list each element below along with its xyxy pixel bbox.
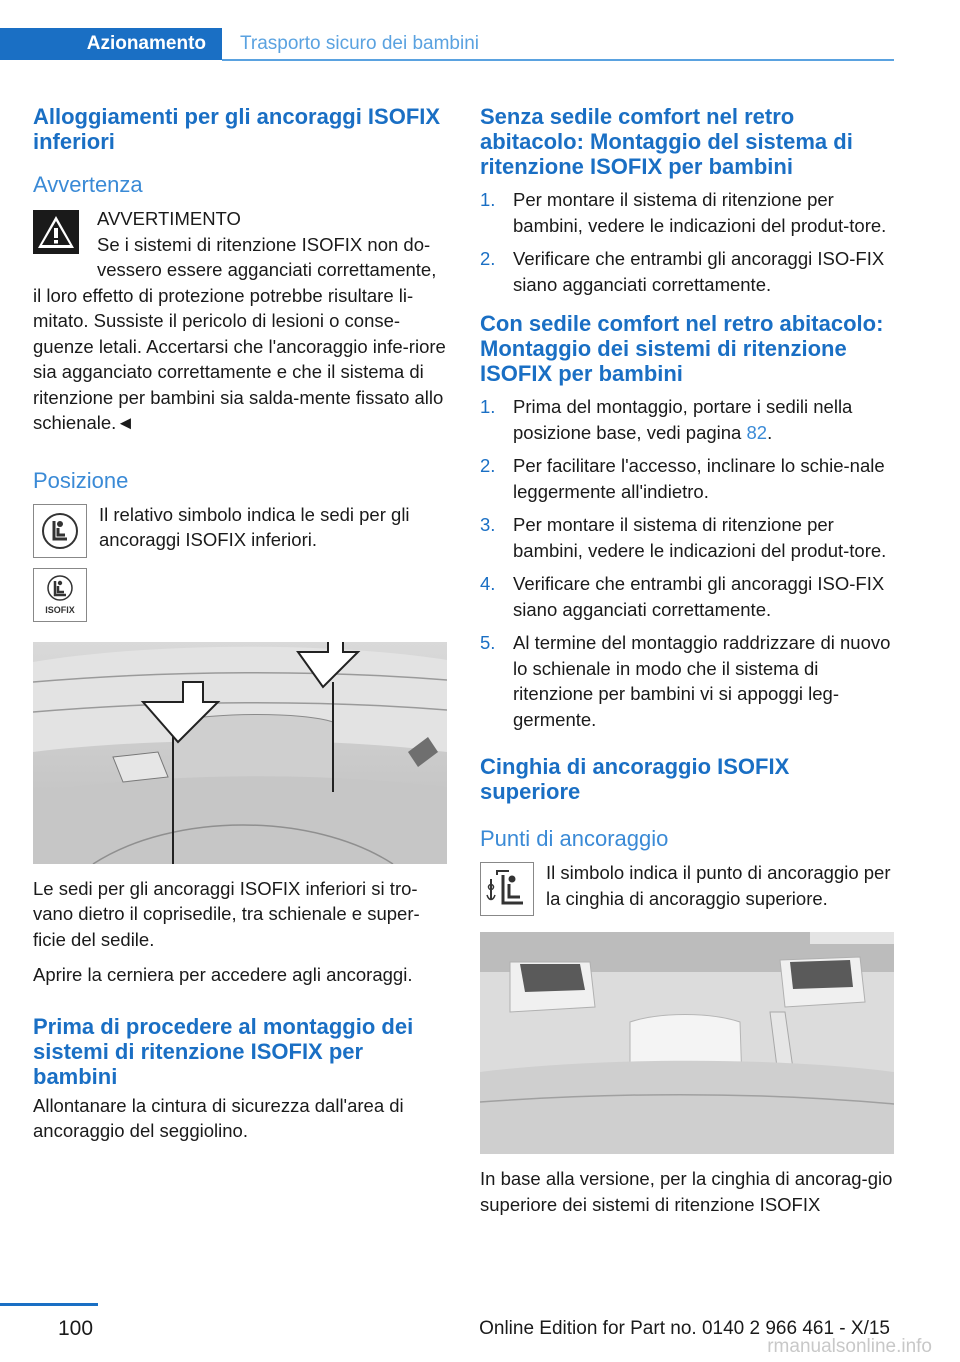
heading-top-tether: Cinghia di ancoraggio ISOFIX superiore — [480, 754, 790, 804]
footer-rule — [0, 1303, 98, 1306]
lower-anchors-photo — [33, 642, 447, 864]
warning-text: Se i sistemi di ritenzione ISOFIX non do-vessero essere agganciati correttamente, il loro effetto di protezione potrebbe risultare li-mitato. Sussiste il pericolo di lesioni o conse-guenze letali. Accertarsi che l'ancoraggio infe-riore sia agganciato correttamente e che il sistema di ritenzione per bambini sia salda-mente fissato allo schienale.◄ — [33, 233, 446, 433]
section-tab[interactable]: Trasporto sicuro dei bambini — [240, 33, 480, 54]
header-rule — [222, 59, 894, 61]
move-belt-text: Allontanare la cintura di sicurezza dall'area di ancoraggio del seggiolino. — [33, 1094, 404, 1141]
child-seat-symbol — [33, 504, 87, 558]
list-item: 1. Per montare il sistema di ritenzione per bambini, vedere le indicazioni del produt-tore. — [480, 189, 887, 236]
steps-with-comfort-seat — [480, 394, 894, 732]
child-seat-icon — [40, 511, 80, 551]
warning-triangle-icon — [33, 210, 79, 254]
anchor-points-text: Il simbolo indica il punto di ancoraggio per la cinghia di ancoraggio superiore. — [546, 862, 891, 909]
list-item: 2. Verificare che entrambi gli ancoraggi ISO-FIX siano agganciati correttamente. — [480, 248, 885, 295]
list-item: 4. Verificare che entrambi gli ancoraggi ISO-FIX siano agganciati correttamente. — [480, 573, 885, 620]
top-tether-symbol — [480, 862, 534, 916]
isofix-seat-icon — [40, 573, 80, 617]
heading-anchor-points: Punti di ancoraggio — [480, 826, 669, 851]
heading-before-mounting: Prima di procedere al montaggio dei sistemi di ritenzione ISOFIX per bambini — [33, 1013, 414, 1089]
edition-text: Online Edition for Part no. 0140 2 966 461 - X/15 — [479, 1318, 890, 1339]
heading-with-comfort-seat: Con sedile comfort nel retro abitacolo: Montaggio dei sistemi di ritenzione ISOFIX per bambini — [480, 311, 884, 386]
top-tether-version-text: In base alla versione, per la cinghia di ancorag-gio superiore dei sistemi di ritenzione ISOFIX — [480, 1168, 893, 1215]
warning-block — [33, 206, 447, 446]
chapter-tab[interactable]: Azionamento — [0, 28, 222, 60]
isofix-label: ISOFIX — [45, 604, 75, 615]
top-tether-photo — [480, 932, 894, 1154]
heading-lower-anchors: Alloggiamenti per gli ancoraggi ISOFIX inferiori — [33, 104, 441, 154]
left-column — [33, 104, 447, 1154]
page-header — [0, 0, 960, 62]
heading-warning: Avvertenza — [33, 172, 143, 197]
warning-title: AVVERTIMENTO — [97, 208, 241, 229]
list-item: 3. Per montare il sistema di ritenzione per bambini, vedere le indicazioni del produt-tore. — [480, 514, 887, 561]
position-symbol-row — [33, 502, 447, 564]
open-zipper-text: Aprire la cerniera per accedere agli ancoraggi. — [33, 964, 413, 985]
right-column — [480, 104, 894, 1227]
list-item: 1. Prima del montaggio, portare i sedili nella posizione base, vedi pagina 82. — [480, 396, 853, 443]
steps-without-comfort-seat — [480, 187, 894, 297]
list-item: 5. Al termine del montaggio raddrizzare di nuovo lo schienale in modo che il sistema di ritenzione per bambini vi si appoggi leg-germente. — [480, 632, 891, 730]
top-tether-anchor-icon — [485, 867, 529, 911]
isofix-symbol — [33, 568, 87, 622]
lower-anchors-location-text: Le sedi per gli ancoraggi ISOFIX inferiori si tro-vano dietro il coprisedile, tra schienale e super-ficie del sedile. — [33, 877, 420, 950]
list-item: 2. Per facilitare l'accesso, inclinare lo schie-nale leggermente all'indietro. — [480, 455, 885, 502]
page-number: 100 — [58, 1317, 94, 1340]
page-link[interactable]: 82 — [746, 421, 768, 443]
heading-position: Posizione — [33, 467, 129, 493]
watermark: rmanualsonline.info — [767, 1336, 932, 1357]
heading-without-comfort-seat: Senza sedile comfort nel retro abitacolo: Montaggio del sistema di ritenzione ISOFIX per bambini — [480, 104, 853, 179]
tether-symbol-row — [480, 860, 894, 922]
position-text: Il relativo simbolo indica le sedi per gli ancoraggi ISOFIX inferiori. — [99, 503, 410, 550]
